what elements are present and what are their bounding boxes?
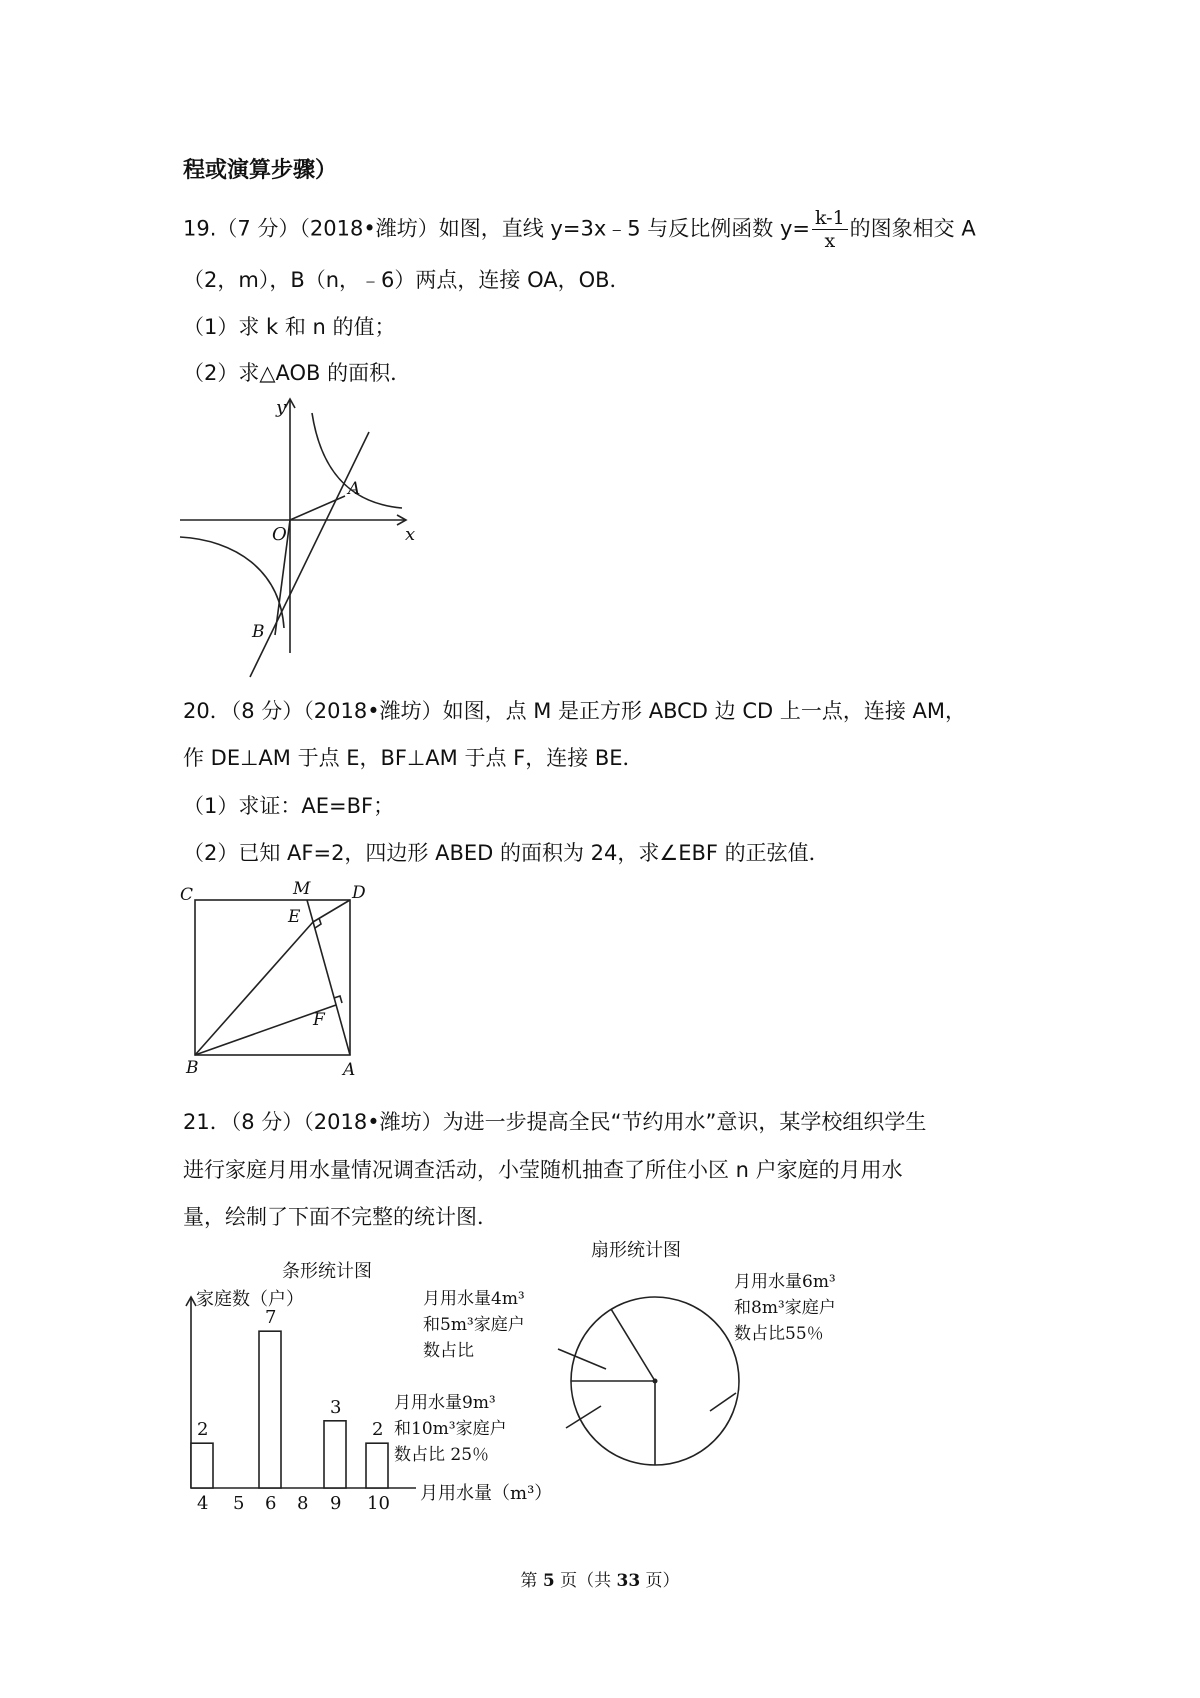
- bar-10: [366, 1443, 388, 1488]
- footer-total-pages: 33: [616, 1571, 641, 1591]
- pie-radius-upper: [611, 1309, 655, 1381]
- footer-prefix: 第: [520, 1571, 543, 1591]
- leader-line-2: [710, 1393, 736, 1411]
- pie-chart: [394, 1228, 858, 1518]
- segment-AM: [307, 900, 350, 1055]
- q21-line2: 进行家庭月用水量情况调查活动，小莹随机抽查了所住小区 n 户家庭的月用水: [183, 1158, 903, 1182]
- pie-label2-line1: 月用水量6m³: [734, 1272, 836, 1292]
- label-A: A: [343, 1060, 356, 1080]
- bar-x-tick: 9: [330, 1493, 342, 1514]
- square-ABCD: [195, 900, 350, 1055]
- bar-6: [259, 1331, 281, 1488]
- bar-x-tick: 4: [197, 1493, 209, 1514]
- q19-line2: （2，m），B（n，﹣6）两点，连接 OA，OB．: [183, 268, 631, 292]
- label-y: y: [276, 397, 287, 418]
- q20-line1: 20．（8 分）（2018•潍坊）如图，点 M 是正方形 ABCD 边 CD 上一点，连接 AM，: [183, 699, 966, 723]
- label-C: C: [180, 885, 194, 905]
- bar-value-label: 7: [265, 1307, 277, 1329]
- segment-BE: [195, 922, 313, 1055]
- pie-label2-line3: 数占比55％: [734, 1324, 824, 1344]
- q19-figure: [180, 395, 420, 685]
- section-heading: 程或演算步骤）: [183, 158, 338, 183]
- pie-label1-line3: 数占比: [423, 1341, 474, 1361]
- bar-9: [324, 1421, 346, 1488]
- pie-center-dot: [653, 1379, 658, 1384]
- bar-x-tick: 6: [265, 1493, 277, 1514]
- bar-x-tick: 8: [297, 1493, 309, 1514]
- line-y3x-5: [250, 432, 369, 677]
- fraction-denominator: x: [824, 230, 836, 252]
- q20-figure: [180, 879, 380, 1080]
- bar-x-tick: 5: [233, 1493, 245, 1514]
- fraction-numerator: k-1: [812, 207, 848, 230]
- footer-page-number: 5: [542, 1571, 555, 1591]
- bar-chart-ylabel: 家庭数（户）: [196, 1289, 304, 1310]
- pie-chart-title: 扇形统计图: [591, 1240, 681, 1261]
- bar-x-tick: 10: [367, 1493, 390, 1514]
- label-A: A: [348, 479, 361, 499]
- pie-label3-line2: 和10m³家庭户: [394, 1419, 507, 1439]
- bar-chart-title: 条形统计图: [282, 1261, 372, 1282]
- leader-line-1: [558, 1349, 606, 1369]
- bar-value-label: 3: [330, 1396, 342, 1418]
- pie-label3-line3: 数占比 25％: [394, 1445, 490, 1465]
- bar-value-label: 2: [197, 1419, 209, 1441]
- pie-label2-line2: 和8m³家庭户: [734, 1298, 836, 1318]
- label-O: O: [272, 524, 287, 545]
- pie-label1-line1: 月用水量4m³: [423, 1289, 525, 1309]
- bar-4: [191, 1443, 213, 1488]
- q19-part1: （1）求 k 和 n 的值；: [183, 315, 396, 339]
- q21-line3: 量，绘制了下面不完整的统计图．: [183, 1205, 498, 1229]
- hyperbola-branch-2: [180, 537, 284, 628]
- label-D: D: [352, 883, 366, 903]
- bar-chart-xlabel: 月用水量（m³）: [420, 1483, 553, 1504]
- segment-OA: [290, 496, 345, 520]
- pie-label3-line1: 月用水量9m³: [394, 1393, 496, 1413]
- footer-suffix: 页）: [640, 1571, 680, 1591]
- label-x: x: [405, 524, 416, 545]
- pie-label1-line2: 和5m³家庭户: [423, 1315, 525, 1335]
- label-B: B: [252, 622, 265, 642]
- q19-text-after: 的图象相交 A: [849, 216, 976, 241]
- footer-middle: 页（共: [554, 1571, 617, 1591]
- q21-line1: 21．（8 分）（2018•潍坊）为进一步提高全民“节约用水”意识，某学校组织学生: [183, 1110, 927, 1134]
- q19-fraction: [812, 207, 848, 252]
- q19-line1: [183, 207, 976, 252]
- q20-part1: （1）求证：AE=BF；: [183, 794, 395, 818]
- label-E: E: [288, 907, 301, 927]
- label-M: M: [293, 879, 311, 899]
- q19-part2: （2）求△AOB 的面积．: [183, 361, 412, 385]
- bar-value-label: 2: [372, 1419, 384, 1441]
- q20-part2: （2）已知 AF=2，四边形 ABED 的面积为 24，求∠EBF 的正弦值．: [183, 841, 830, 865]
- q19-text-before: 19.（7 分）（2018•潍坊）如图，直线 y=3x﹣5 与反比例函数 y=: [183, 216, 810, 241]
- page-footer: [0, 1566, 1200, 1591]
- q20-line2: 作 DE⊥AM 于点 E，BF⊥AM 于点 F，连接 BE．: [183, 746, 644, 770]
- label-B: B: [186, 1058, 199, 1078]
- label-F: F: [313, 1010, 325, 1030]
